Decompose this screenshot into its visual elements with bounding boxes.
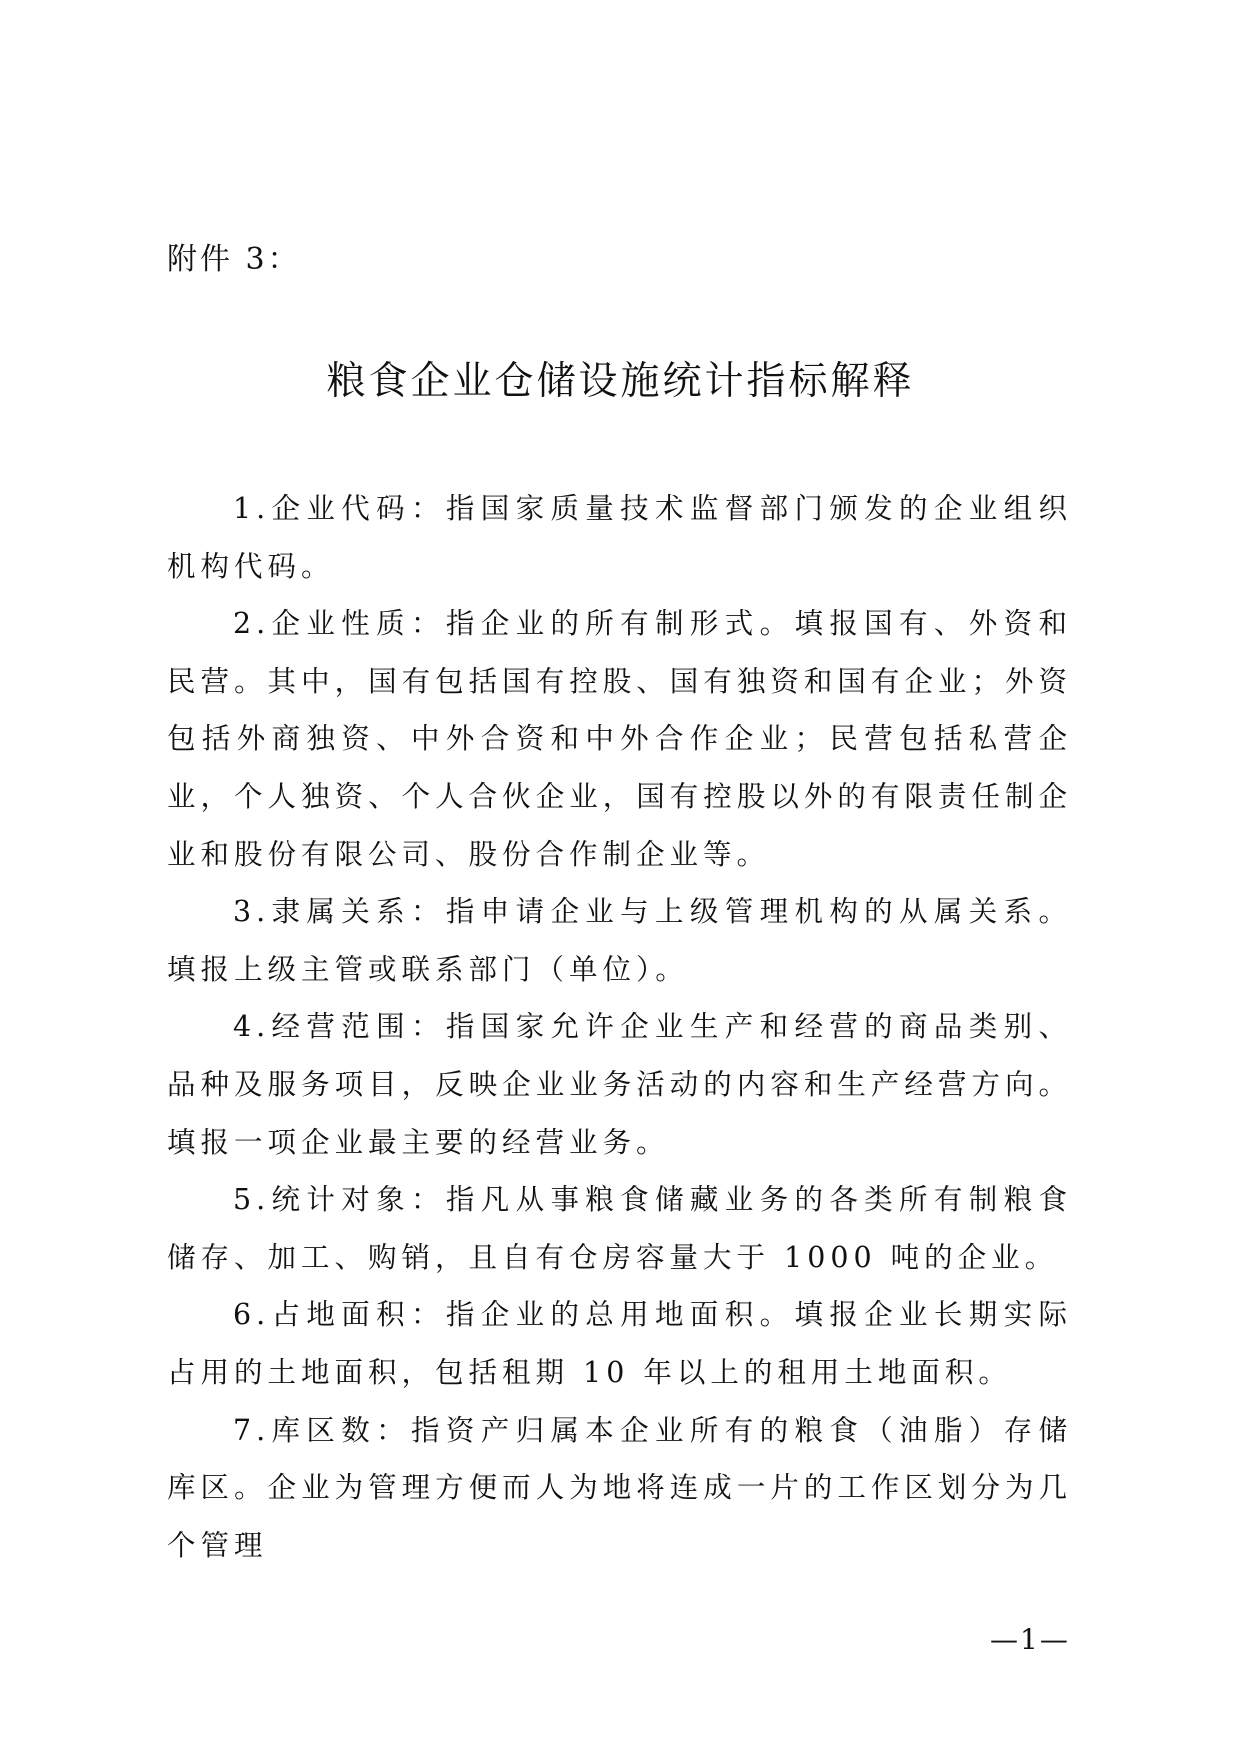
indicator-item-statistical-object: 5.统计对象：指凡从事粮食储藏业务的各类所有制粮食储存、加工、购销，且自有仓房容量大于 1000 吨的企业。 [167,1183,1072,1274]
indicator-item-storage-areas: 7.库区数：指资产归属本企业所有的粮食（油脂）存储库区。企业为管理方便而人为地将连成一片的工作区划分为几个管理 [167,1413,1072,1562]
indicator-item-land-area: 6.占地面积：指企业的总用地面积。填报企业长期实际占用的土地面积，包括租期 10 年以上的租用土地面积。 [167,1298,1072,1389]
indicator-item-enterprise-nature: 2.企业性质：指企业的所有制形式。填报国有、外资和民营。其中，国有包括国有控股、国有独资和国有企业；外资包括外商独资、中外合资和中外合作企业；民营包括私营企业，个人独资、个人合伙企业，国有控股以外的有限责任制企业和股份有限公司、股份合作制企业等。 [167,607,1072,871]
document-body [167,480,1072,1574]
attachment-label: 附件 3： [167,242,301,277]
page-number: —1— [990,1623,1070,1656]
indicator-item-affiliation: 3.隶属关系：指申请企业与上级管理机构的从属关系。填报上级主管或联系部门（单位）。 [167,895,1072,986]
indicator-item-business-scope: 4.经营范围：指国家允许企业生产和经营的商品类别、品种及服务项目，反映企业业务活动的内容和生产经营方向。填报一项企业最主要的经营业务。 [167,1010,1072,1159]
indicator-item-enterprise-code: 1.企业代码：指国家质量技术监督部门颁发的企业组织机构代码。 [167,492,1072,583]
document-title: 粮食企业仓储设施统计指标解释 [326,359,915,404]
